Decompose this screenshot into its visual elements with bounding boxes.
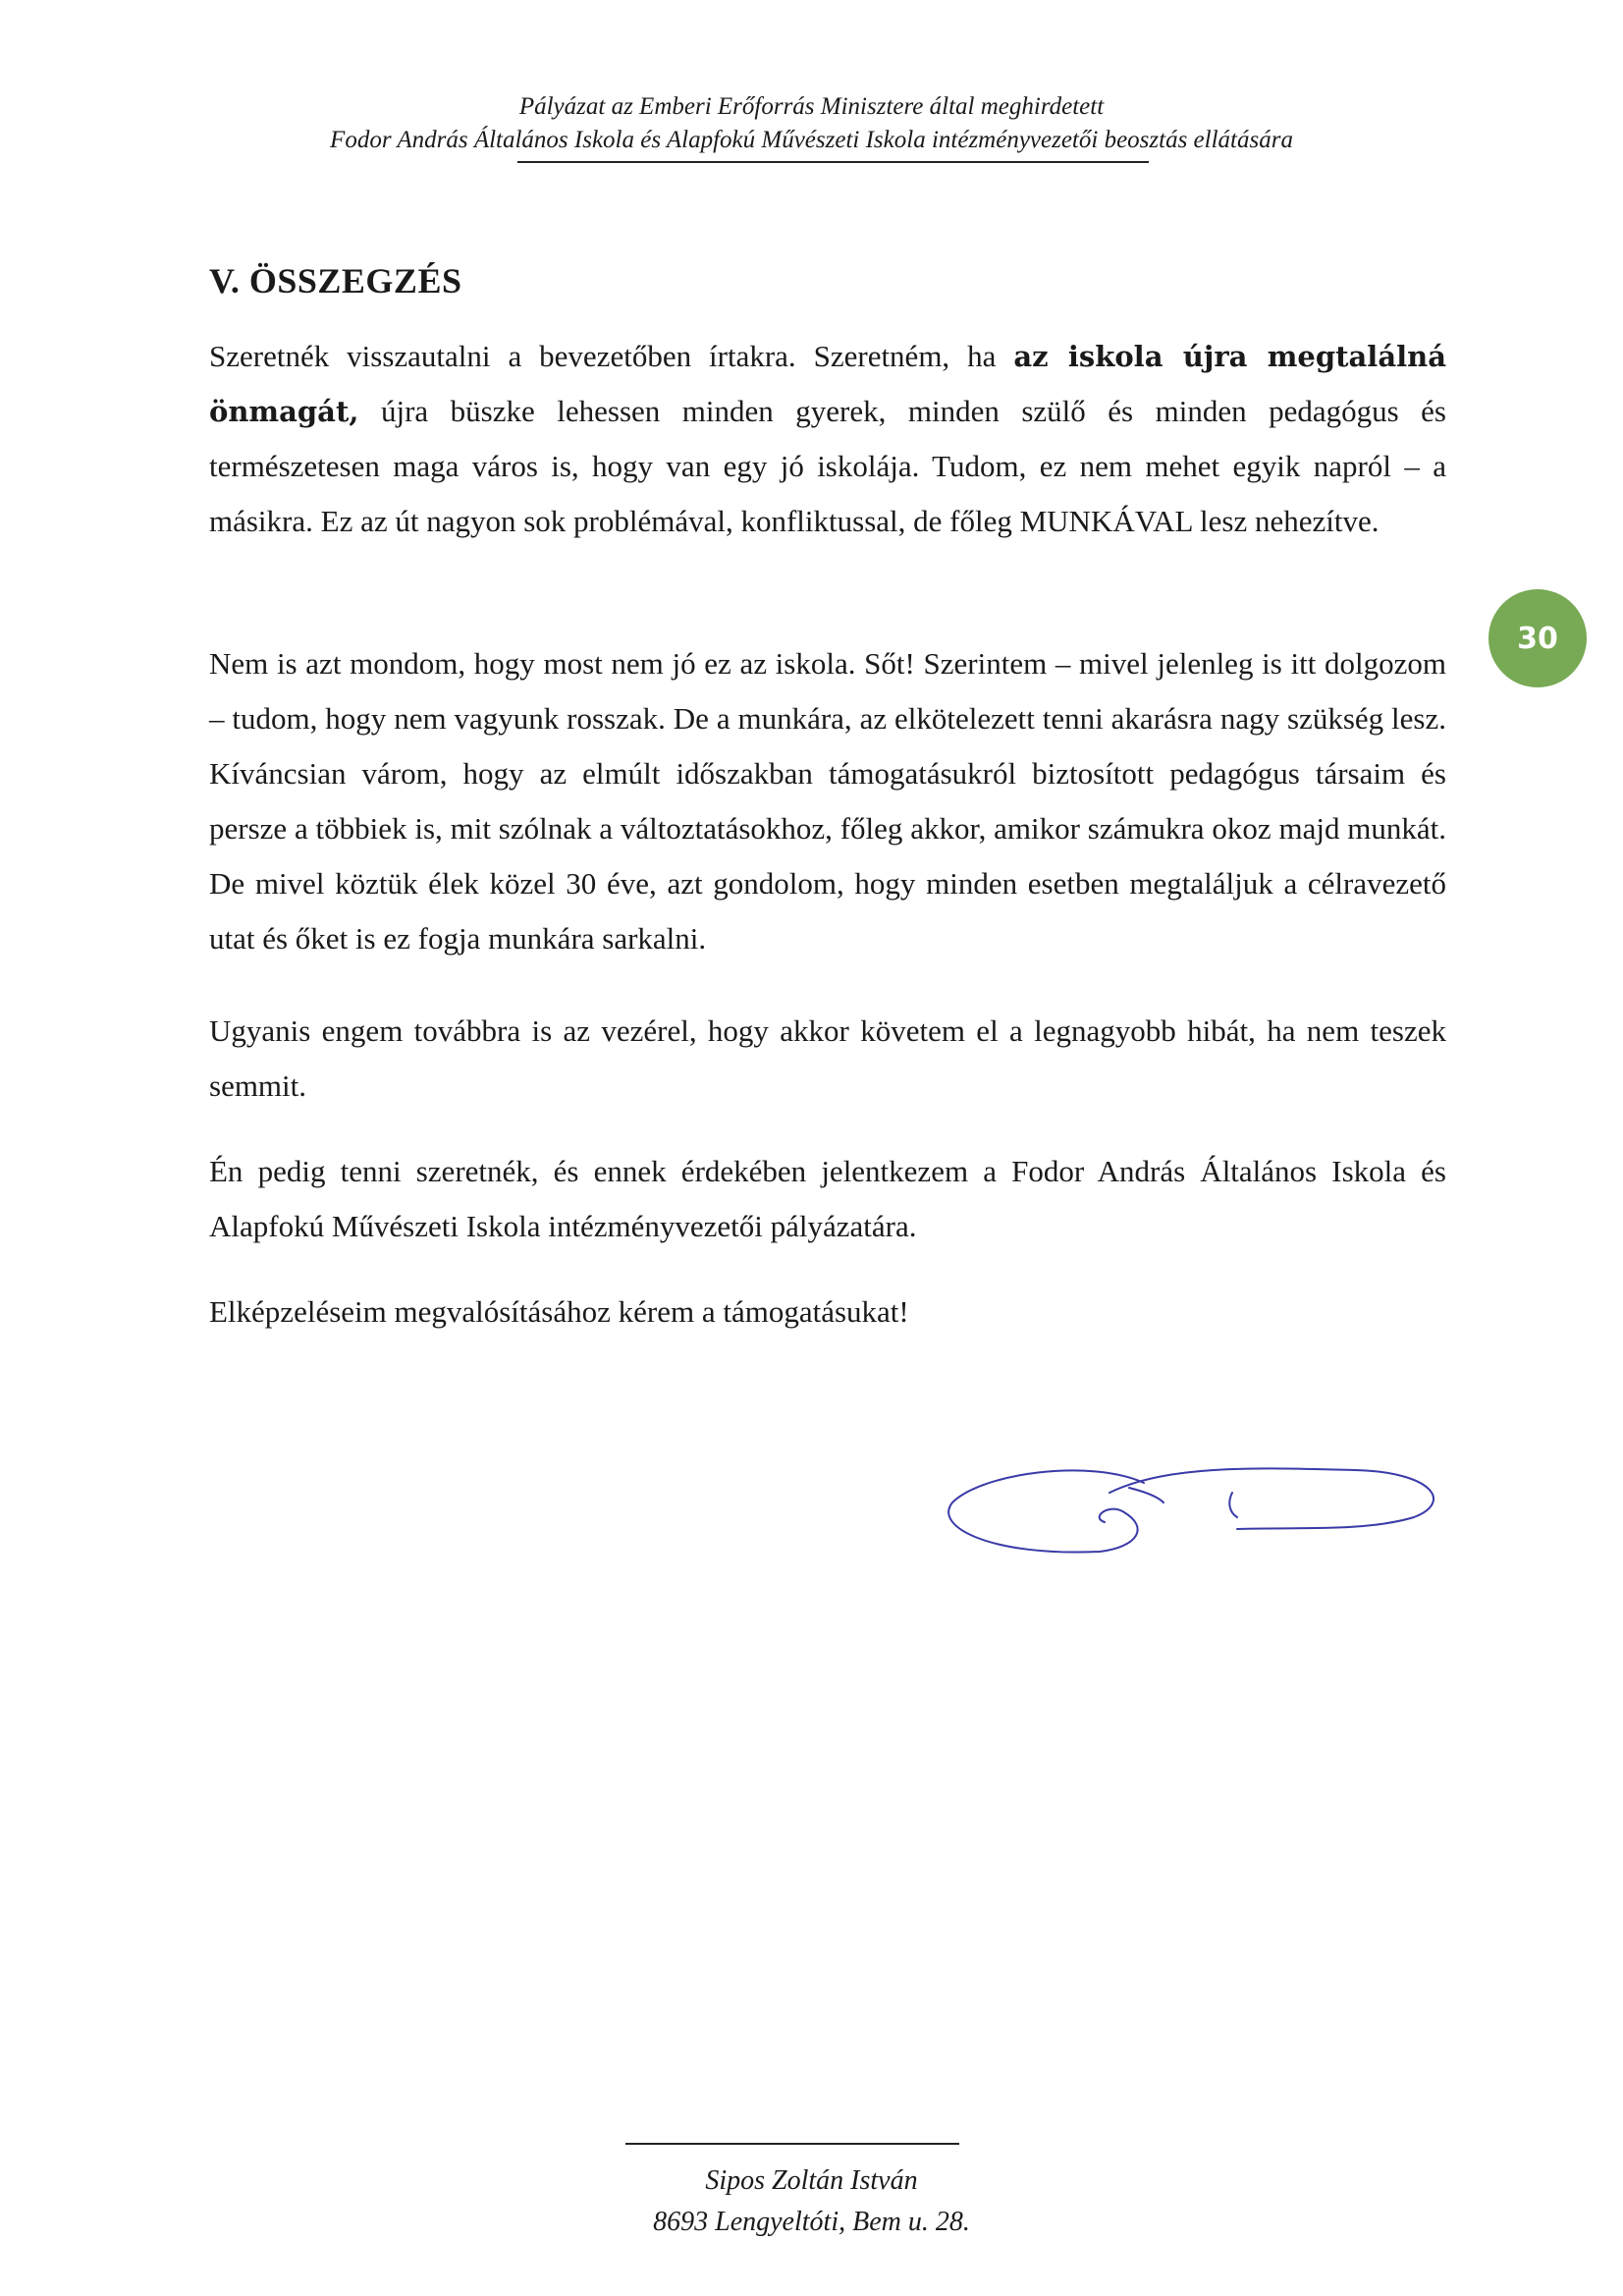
author-name: Sipos Zoltán István xyxy=(705,2165,918,2196)
author-address: 8693 Lengyeltóti, Bem u. 28. xyxy=(653,2207,970,2237)
footer-divider xyxy=(625,2143,959,2145)
paragraph-1-end: újra büszke lehessen minden gyerek, minden szülő és minden pedagógus és természetesen maga város is, hogy van egy jó iskolája. Tudom, ez nem mehet egyik napról – a másikra. Ez az út nagyon sok problémával, konfliktussal, de főleg MUNKÁVAL lesz nehezítve. xyxy=(209,394,1446,538)
paragraph-1 xyxy=(209,329,1446,549)
page-footer xyxy=(0,2160,1623,2243)
handwritten-signature xyxy=(943,1449,1453,1581)
paragraph-1-emphasis: az iskola újra megtalálná önmagát, xyxy=(209,340,1447,428)
section-title: V. ÖSSZEGZÉS xyxy=(209,261,462,301)
header-divider xyxy=(517,161,1149,163)
page-number-badge: 30 xyxy=(1488,589,1587,687)
header-line-2: Fodor András Általános Iskola és Alapfokú Művészeti Iskola intézményvezetői beosztás ellátására xyxy=(330,127,1293,153)
paragraph-4: Én pedig tenni szeretnék, és ennek érdekében jelentkezem a Fodor András Általános Iskola és Alapfokú Művészeti Iskola intézményvezetői pályázatára. xyxy=(209,1154,1446,1243)
paragraph-2: Nem is azt mondom, hogy most nem jó ez az iskola. Sőt! Szerintem – mivel jelenleg is itt dolgozom – tudom, hogy nem vagyunk rosszak. De a munkára, az elkötelezett tenni akarásra nagy szükség lesz. Kíváncsian várom, hogy az elmúlt időszakban támogatásukról biztosított pedagógus társaim és persze a többiek is, mit szólnak a változtatásokhoz, főleg akkor, amikor számukra okoz majd munkát. De mivel köztük élek közel 30 éve, azt gondolom, hogy minden esetben megtaláljuk a célravezető utat és őket is ez fogja munkára sarkalni. xyxy=(209,646,1446,956)
paragraph-1-start: Szeretnék visszautalni a bevezetőben írtakra. Szeretném, ha xyxy=(209,339,1014,373)
paragraph-3: Ugyanis engem továbbra is az vezérel, hogy akkor követem el a legnagyobb hibát, ha nem teszek semmit. xyxy=(209,1013,1446,1103)
paragraph-5: Elképzeléseim megvalósításához kérem a támogatásukat! xyxy=(209,1294,909,1329)
page-header xyxy=(0,90,1623,157)
header-line-1: Pályázat az Emberi Erőforrás Minisztere által meghirdetett xyxy=(518,93,1105,120)
